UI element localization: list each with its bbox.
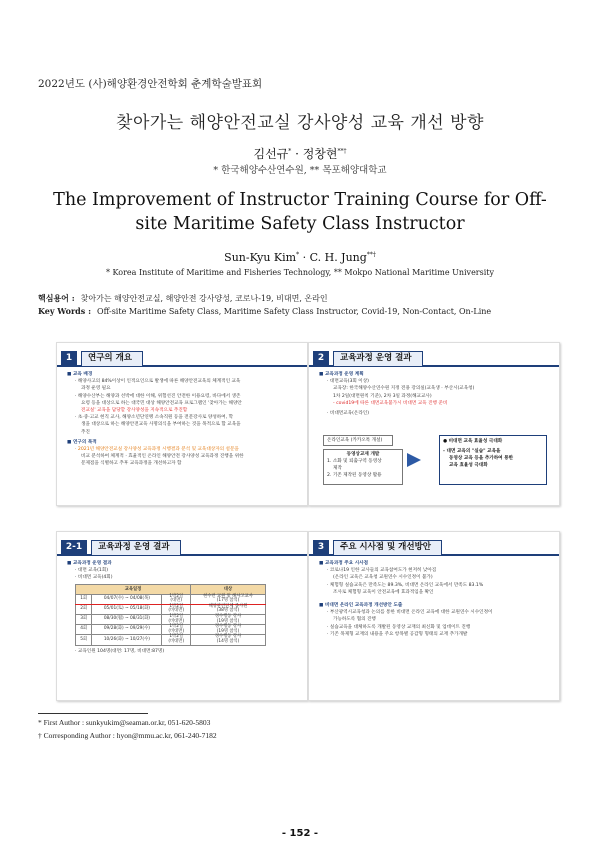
slide-body: ■ 교육과정 운영 계획 · 대면교육(3회 이상) 교육장: 한국해양수산연수원 지정 전용 강의실(교육생 · 부산시(교육청) 1차 2일(대면원칙 기준), 2차 3일 과정(해교교사) - covid19에 따른 대면교육불가시 비대면 교육 진행 준비 · 비대면교육(온라인)	[319, 371, 551, 417]
text-line: 요령 등을 대상으로 하는 대국민 대상 해양안전교육 프로그램인 '찾아가는 해양안	[81, 400, 242, 406]
author-1-en-mark: *	[296, 251, 300, 259]
text-line: 실습교육을 대체하도록 개발된 동영상 교재의 최신화 및 업데이트 진행	[329, 624, 471, 630]
slide-number: 2-1	[61, 540, 87, 554]
slide-title: 교육과정 운영 결과	[91, 540, 181, 556]
text-line: 문제점을 식별하고 추후 교육과정을 개선하고자 함	[81, 461, 182, 467]
text-line: 2021년 해양안전교실 강사양성 교육과정 시행결과 분석 및 교육대상자의 설문을	[77, 447, 239, 453]
text-line: 대면 교육(1회)	[77, 568, 109, 574]
text-line: 비대면 교육(4회)	[77, 575, 113, 581]
author-1-en: Sun-Kyu Kim	[224, 251, 297, 264]
row-days-cell: 1박2일 (비대면)	[162, 635, 191, 645]
slide-number: 3	[313, 540, 329, 554]
section-heading: 교육과정 운영 결과	[72, 561, 112, 566]
slide-operation-plan	[308, 342, 560, 506]
text-line: 부산광역시교육청과 논의를 통한 비대면 온라인 교육에 대한 교원연수 시수인정이	[329, 610, 493, 616]
slide-operation-results	[56, 531, 308, 701]
slide-title: 연구의 개요	[81, 351, 143, 367]
text-line: 생을 대상으로 하는 해양안전교육 사명의식을 부여하는 것을 목적으로 함 교육을	[81, 422, 241, 428]
text-line: 초·중·고교 현직 교사, 해양소년단연맹 소속직원 등을 전문강사로 양성하여, 학	[77, 415, 234, 421]
footnote-first-author: * First Author : sunkyukim@seaman.or.kr, 051-620-5803	[38, 718, 211, 727]
slide-body: ■ 교육과정 주요 시사점 · 코로나19 인한 교사들의 교육참여도가 현저히 낮아짐 (온라인 교육은 교육청 교원연수 시수인정이 불가) · 체험형 실습교육은 만족도는 89.3%, 비대면 온라인 교육에서 만족도 83.1% 조사로 체험형 교육이 안전교육에 효과적임을 확인 ■ 비대면 온라인 교육과정 개선방안 도출 · 부산광역시교육청과 논의를 통한 비대면 온라인 교육에 대한 교원연수 시수인정이 가능하도록 협의 진행 · 실습교육을 대체하도록 개발된 동영상 교재의 최신화 및 업데이트 진행 · 기존 목제형 교재의 내용을 주요 항목별 공감형 형태의 교재 추가개발	[319, 560, 551, 638]
row-days-cell: 1박2일 (비대면)	[162, 614, 191, 624]
affiliation-english: * Korea Institute of Maritime and Fisheries Technology, ** Mokpo National Maritime University	[105, 268, 495, 277]
video-box	[323, 449, 403, 485]
row-date-cell: 09/28(화) ~ 09/29(수)	[92, 625, 162, 635]
authors-english	[0, 251, 600, 264]
text-line: 대면교육(3회 이상)	[329, 379, 369, 385]
box-item: - 대면 교육의 "실습" 교육을	[443, 449, 501, 454]
text-line: 1차 2일(대면원칙 기준), 2차 3일 과정(해교교사)	[333, 393, 432, 399]
text-line: 교육장: 한국해양수산연수원 지정 전용 강의실(교육생 · 부산시(교육청)	[333, 386, 475, 392]
text-line: (온라인 교육은 교육청 교원연수 시수인정이 불가)	[333, 575, 433, 581]
row-days-cell: 1박2일 (비대면)	[162, 625, 191, 635]
row-number-cell: 1회	[76, 594, 92, 604]
keywords-label: 핵심용어 :	[38, 293, 75, 303]
keywords-en-text: Off-site Maritime Safety Class, Maritime Safety Class Instructor, Covid-19, Non-Contact, On-Line	[97, 307, 492, 316]
author-2-en-mark: **†	[366, 251, 376, 259]
slide-overview	[56, 342, 308, 506]
row-days-cell: 1박2일 (비대면)	[162, 604, 191, 614]
text-line: 기존 목제형 교재의 내용을 주요 항목별 공감형 형태의 교재 추가개발	[329, 631, 468, 637]
box-item: 제작	[333, 466, 342, 471]
table-row	[76, 604, 266, 614]
text-line: 해양수산부는 해양과 선박에 대한 이해, 위험선진 안전한 이용요령, 바다에서 생존	[77, 393, 241, 399]
keywords-text: 찾아가는 해양안전교실, 해양안전 강사양성, 코로나-19, 비대면, 온라인	[80, 294, 328, 303]
box-title: 동영상교재 개발	[346, 452, 380, 457]
row-number-cell: 4회	[76, 625, 92, 635]
footnote-corresponding-author: † Corresponding Author : hyon@mmu.ac.kr, 061-240-7182	[38, 731, 217, 740]
title-english: The Improvement of Instructor Training Course for Off-site Maritime Safety Class Instructor	[53, 190, 547, 234]
text-line: 해양사고의 84%이상이 인적요인으로 발생에 따른 해양안전교육의 체계적인 교육	[77, 379, 241, 385]
table-header: 교육일정	[76, 584, 191, 594]
section-heading: 교육 배경	[72, 372, 93, 377]
row-number-cell: 2회	[76, 604, 92, 614]
author-1-mark: *	[288, 148, 292, 155]
text-line: 체험형 실습교육은 만족도는 89.3%, 비대면 온라인 교육에서 만족도 83.1%	[329, 582, 484, 588]
text-line: 비교 분석하여 체계적 · 효율적인 온라인 해양안전 강사양성 교육과정 진행을 위한	[81, 454, 244, 460]
author-2: 정창현	[302, 147, 338, 161]
row-target-cell: 경수행동 강사 (14명 참석)	[191, 635, 266, 645]
box-item: 2. 기존 제작된 동영상 활용	[327, 473, 382, 478]
author-2-mark: **†	[337, 148, 347, 155]
box-item: 1. 소화 및 퇴출구역 동영상	[327, 459, 382, 464]
author-1: 김선규	[253, 147, 289, 161]
keywords-en-label: Key Words :	[38, 306, 92, 316]
authors-korean	[0, 145, 600, 162]
text-line: 전교실' 교육을 담당할 강사양성을 지속적으로 추진함	[81, 408, 188, 414]
text-line: 가능하도록 협의 진행	[333, 617, 376, 623]
row-target-cell: 현수련 교원 및 해사고교사 (17명 참석)	[191, 594, 266, 604]
row-number-cell: 3회	[76, 614, 92, 624]
text-line: 추진	[81, 429, 90, 435]
row-date-cell: 10/26(화) ~ 10/27(수)	[92, 635, 162, 645]
online-box: 온라인교육 (카카오톡 개설)	[323, 435, 393, 446]
slide-body: ■ 교육 배경 · 해양사고의 84%이상이 인적요인으로 발생에 따른 해양안전교육의 체계적인 교육 과정 운영 필요 · 해양수산부는 해양과 선박에 대한 이해, 위험선진 안전한 이용요령, 바다에서 생존 요령 등을 대상으로 하는 대국민 대상 해양안전교육 프로그램인 '찾아가는 해양안 전교실' 교육을 담당할 강사양성을 지속적으로 추진함 · 초·중·고교 현직 교사, 해양소년단연맹 소속직원 등을 전문강사로 양성하여, 학 생을 대상으로 하는 해양안전교육 사명의식을 부여하는 것을 목적으로 함 교육을 추진 ■ 연구의 목적 · 2021년 해양안전교실 강사양성 교육과정 시행결과 분석 및 교육대상자의 설문을 비교 분석하여 체계적 · 효율적인 온라인 해양안전 강사양성 교육과정 진행을 위한 문제점을 식별하고 추후 교육과정을 개선하고자 함	[67, 371, 299, 468]
text-line: 비대면교육(온라인)	[329, 411, 370, 417]
row-target-cell: 해양관련단체 종사원 (38명 참석)	[191, 604, 266, 614]
slide-body: ■ 교육과정 운영 결과 · 대면 교육(1회) · 비대면 교육(4회) 교육일정 대상 1회 04/07(수) ~ 04/08(목) 1박2일 (대면) 현수련 교원 및 해사고교사 (17명 참석) 2회 05/01(토) ~ 05/18(화) 1박2일 (비대면) 해양관련단체 종사원 (38명 참석) 3회 08/30(월) ~ 08/31(화) 1박2일 (비대면) 경수행동 강사 (19명 참석) 4회 09/28(화) ~ 09/29(수) 1박2일 (비대면) 경수행동 강사 (19명 참석) 5회 10/26(화) ~ 10/27(수) 1박2일 (비대면) 경수행동 강사 (14명 참석) · 교육인원 104명(대면: 17명, 비대면:87명)	[67, 560, 299, 655]
author-en-separator: ·	[299, 251, 310, 264]
text-line: 코로나19 인한 교사들의 교육참여도가 현저히 낮아짐	[329, 568, 437, 574]
text-line: covid19에 따른 대면교육불가시 비대면 교육 진행 준비	[336, 400, 448, 406]
text-line: 과정 운영 필요	[81, 386, 111, 392]
footnote-rule	[38, 713, 148, 714]
row-date-cell: 04/07(수) ~ 04/08(목)	[92, 594, 162, 604]
schedule-table	[75, 584, 266, 646]
text-line: 교육인원 104명(대면: 17명, 비대면:87명)	[77, 648, 165, 654]
author-2-en: C. H. Jung	[309, 251, 367, 264]
text-line: 조사로 체험형 교육이 안전교육에 효과적임을 확인	[333, 589, 434, 595]
table-header: 대상	[191, 584, 266, 594]
section-heading: 연구의 목적	[72, 439, 97, 445]
title-korean: 찾아가는 해양안전교실 강사양성 교육 개선 방향	[116, 113, 484, 133]
slide-implications	[308, 531, 560, 701]
section-heading: 교육과정 운영 계획	[324, 372, 364, 377]
slide-title: 교육과정 운영 결과	[333, 351, 423, 367]
keywords-english	[38, 306, 491, 316]
slide-number: 2	[313, 351, 329, 365]
table-row	[76, 594, 266, 604]
box-item: 교육 효율성 극대화	[449, 463, 488, 468]
conference-name: 2022년도 (사)해양환경안전학회 춘계학술발표회	[38, 78, 263, 90]
section-heading: 비대면 온라인 교육과정 개선방안 도출	[324, 603, 403, 609]
table-row	[76, 635, 266, 645]
row-number-cell: 5회	[76, 635, 92, 645]
box-item: 동영상 교육 등을 추가하여 통한	[449, 456, 514, 461]
keywords-korean	[38, 293, 328, 304]
affiliation-korean: * 한국해양수산연수원, ** 목포해양대학교	[213, 165, 387, 176]
row-target-cell: 경수행동 강사 (19명 참석)	[191, 625, 266, 635]
efficiency-box	[439, 435, 547, 485]
slide-number: 1	[61, 351, 77, 365]
page-number: - 152 -	[281, 828, 319, 839]
section-heading: 교육과정 주요 시사점	[324, 561, 369, 566]
row-date-cell: 05/01(토) ~ 05/18(화)	[92, 604, 162, 614]
row-target-cell: 경수행동 강사 (19명 참석)	[191, 614, 266, 624]
arrow-icon	[407, 453, 421, 467]
author-separator: ·	[291, 147, 303, 161]
row-date-cell: 08/30(월) ~ 08/31(화)	[92, 614, 162, 624]
row-days-cell: 1박2일 (대면)	[162, 594, 191, 604]
box-item: ● 비대면 교육 효율성 극대화	[443, 439, 503, 444]
slide-title: 주요 시사점 및 개선방안	[333, 540, 442, 556]
